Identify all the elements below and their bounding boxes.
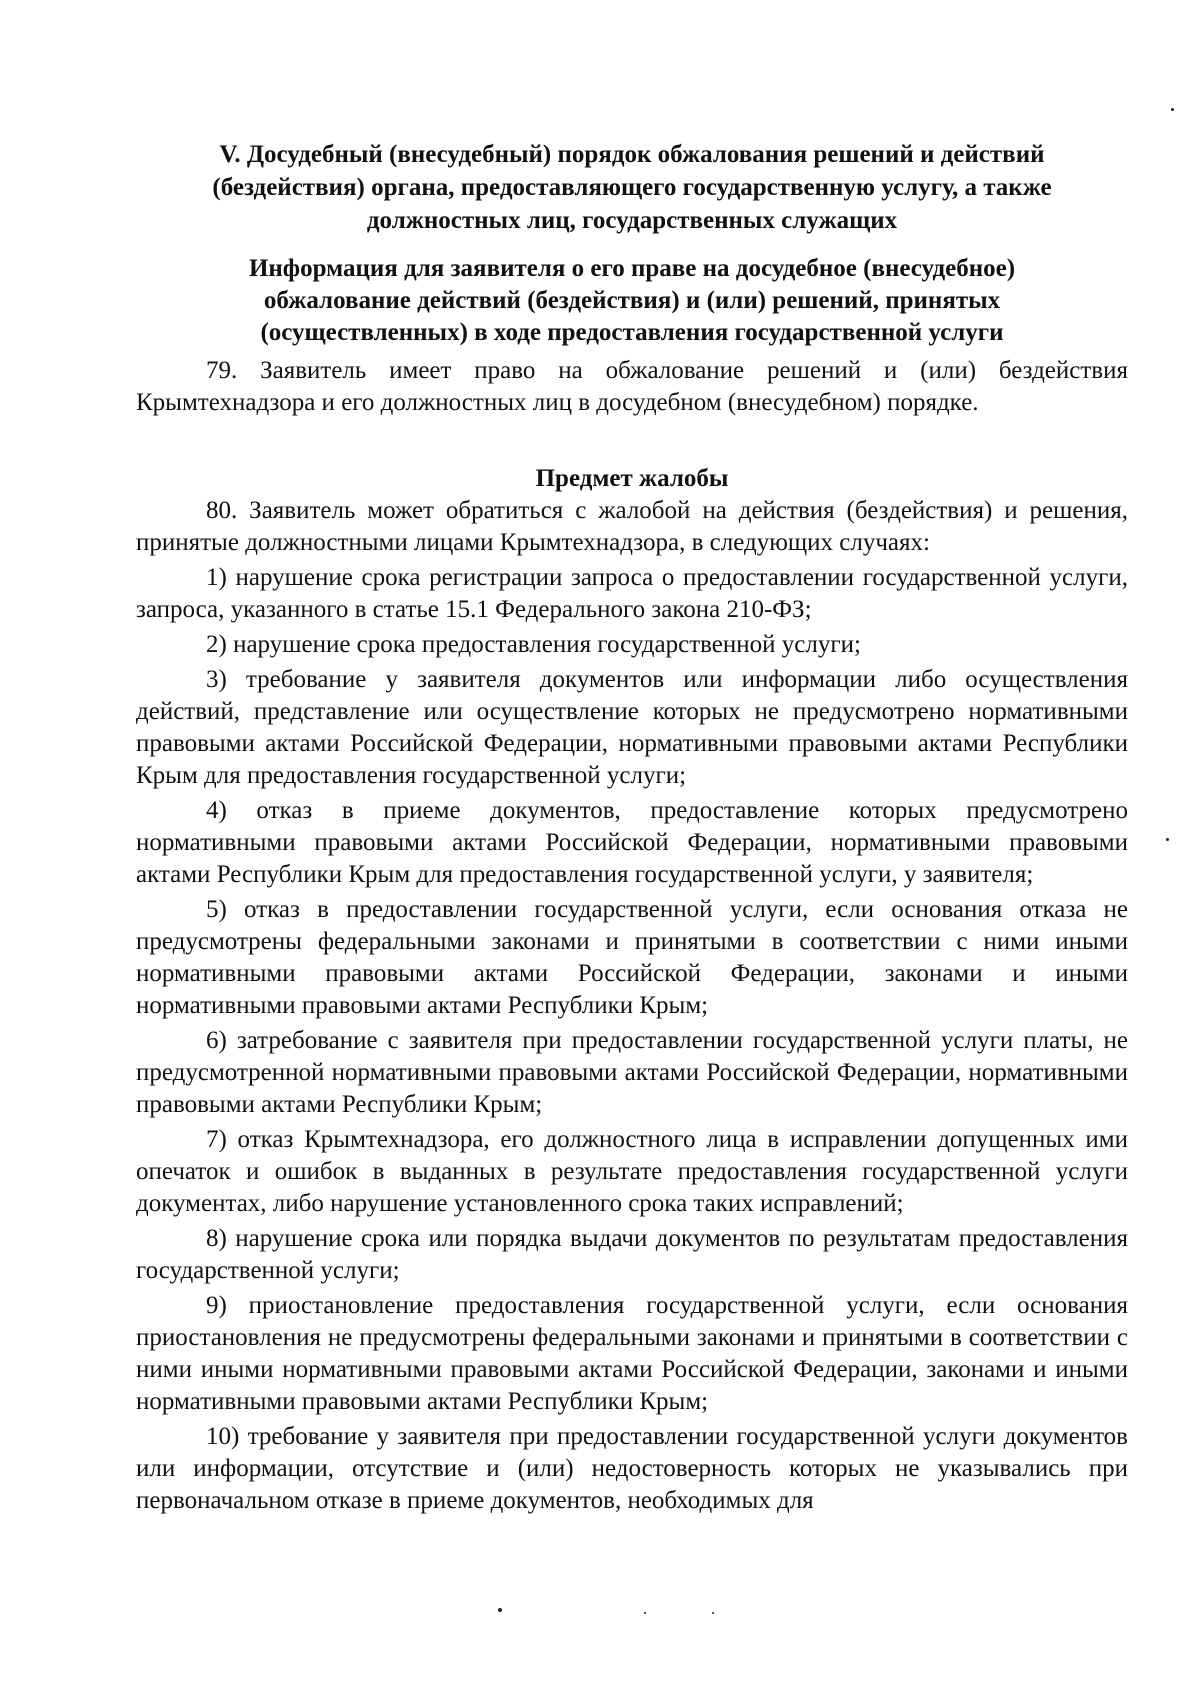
section-title: V. Досудебный (внесудебный) порядок обжалования решений и действий (бездействия) органа, предоставляющего государственную услугу, а также должностных лиц, государственных служащих [212,141,1052,234]
scan-speck [498,1608,502,1612]
list-item: 9) приостановление предоставления государственной услуги, если основания приостановления не предусмотрены федеральными законами и принятыми в соответствии с ними иными нормативными правовыми актами Российской Федерации, законами и иными нормативными правовыми актами Республики Крым; [136,1292,1128,1415]
list-item: 6) затребование с заявителя при предоставлении государственной услуги платы, не предусмотренной нормативными правовыми актами Российской Федерации, нормативными правовыми актами Республики Крым; [136,1027,1128,1118]
scan-speck [644,1612,646,1614]
list-item: 7) отказ Крымтехнадзора, его должностного лица в исправлении допущенных ими опечаток и ошибок в выданных в результате предоставления государственной услуги документах, либо нарушение установленного срока таких исправлений; [136,1126,1128,1217]
paragraph-80: 80. Заявитель может обратиться с жалобой на действия (бездействия) и решения, принятые должностными лицами Крымтехнадзора, в следующих случаях: [136,497,1128,556]
scan-speck [712,1612,714,1614]
list-item: 5) отказ в предоставлении государственной услуги, если основания отказа не предусмотрены федеральными законами и принятыми в соответствии с ними иными нормативными правовыми актами Российской Федерации, законами и иными нормативными правовыми актами Республики Крым; [136,896,1128,1019]
scan-speck [1171,108,1174,111]
list-item: 4) отказ в приеме документов, предоставление которых предусмотрено нормативными правовыми актами Российской Федерации, нормативными правовыми актами Республики Крым для предоставления государственной услуги, у заявителя; [136,797,1128,888]
info-title: Информация для заявителя о его праве на досудебное (внесудебное) обжалование действий (бездействия) и (или) решений, принятых (осуществленных) в ходе предоставления государственной услуги [248,255,1016,346]
list-item: 1) нарушение срока регистрации запроса о предоставлении государственной услуги, запроса, указанного в статье 15.1 Федерального закона 210-ФЗ; [136,564,1128,623]
list-item: 8) нарушение срока или порядка выдачи документов по результатам предоставления государственной услуги; [136,1225,1128,1284]
subject-title: Предмет жалобы [535,465,729,492]
list-item: 10) требование у заявителя при предоставлении государственной услуги документов или информации, отсутствие и (или) недостоверность которых не указывались при первоначальном отказе в приеме документов, необходимых для [136,1423,1128,1514]
list-item: 3) требование у заявителя документов или информации либо осуществления действий, представление или осуществление которых не предусмотрено нормативными правовыми актами Российской Федерации, нормативными правовыми актами Республики Крым для предоставления государственной услуги; [136,666,1128,789]
paragraph-79: 79. Заявитель имеет право на обжалование решений и (или) бездействия Крымтехнадзора и его должностных лиц в досудебном (внесудебном) порядке. [136,357,1128,416]
document-body [136,138,1128,1517]
scan-speck [1166,838,1169,841]
list-item: 2) нарушение срока предоставления государственной услуги; [206,631,861,658]
